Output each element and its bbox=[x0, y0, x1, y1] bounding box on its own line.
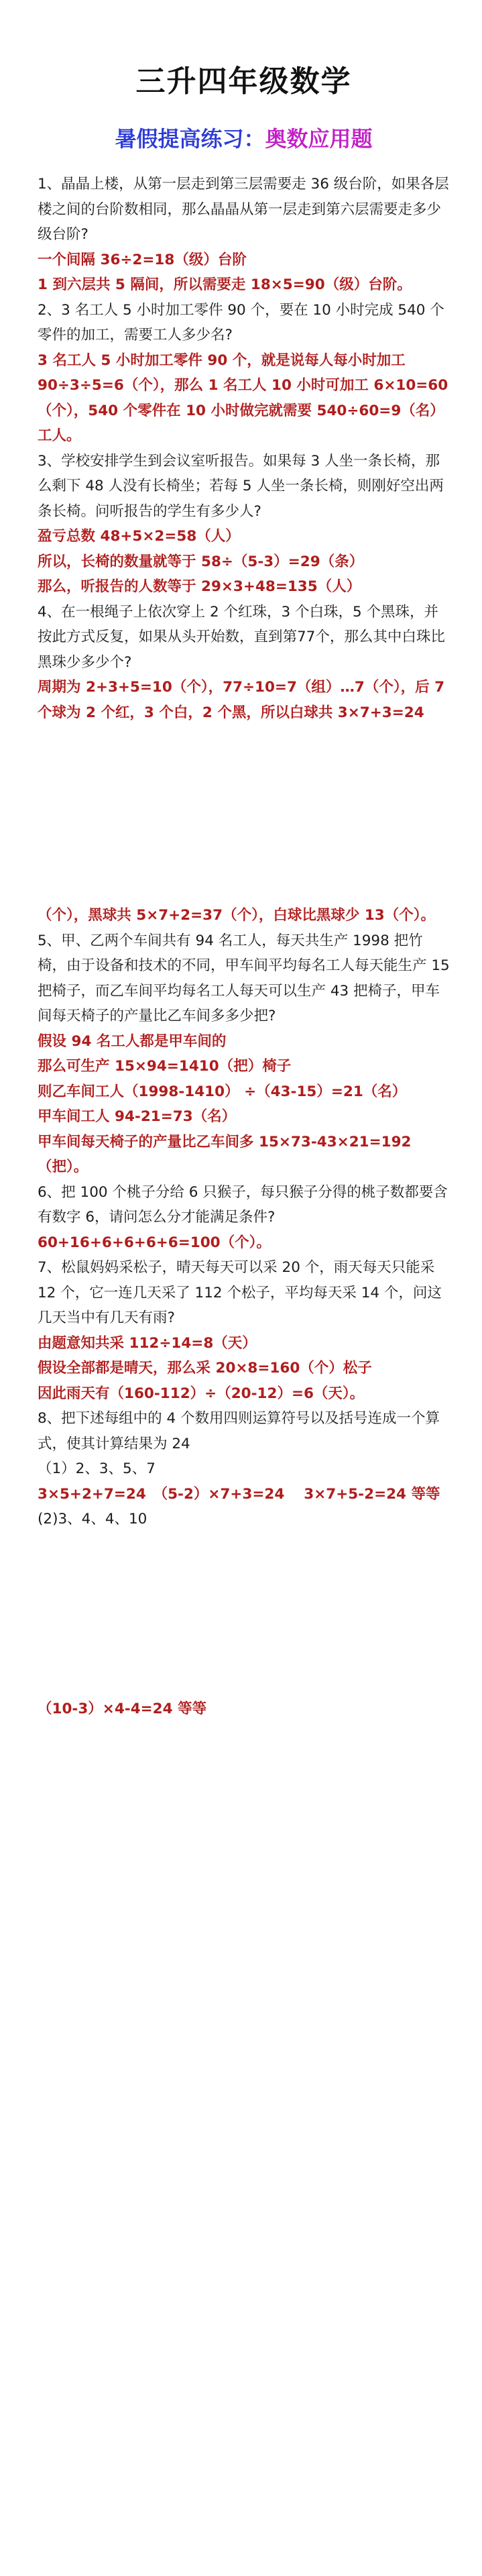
blank-spacer bbox=[38, 725, 450, 903]
answer-line: 1 到六层共 5 隔间，所以需要走 18×5=90（级）台阶。 bbox=[38, 276, 412, 293]
problem-list bbox=[38, 172, 450, 1721]
question-text: 4、在一根绳子上依次穿上 2 个红珠，3 个白珠，5 个黑珠，并按此方式反复，如果从头开始数，直到第77个，那么其中白珠比黑珠少多少个? bbox=[38, 603, 445, 671]
answer-line: 3×5+2+7=24 （5-2）×7+3=24 3×7+5-2=24 等等 bbox=[38, 1485, 440, 1503]
answer-line: 盈亏总数 48+5×2=58（人） bbox=[38, 528, 240, 545]
answer-line: （个），黑球共 5×7+2=37（个），白球比黑球少 13（个）。 bbox=[38, 907, 435, 924]
answer-line: 一个间隔 36÷2=18（级）台阶 bbox=[38, 251, 247, 268]
answer-line: 由题意知共采 112÷14=8（天） bbox=[38, 1334, 257, 1352]
answer-line: 则乙车间工人（1998-1410） ÷（43-15）=21（名） bbox=[38, 1083, 407, 1100]
page-subtitle bbox=[38, 122, 450, 156]
question-text: (2)3、4、4、10 bbox=[38, 1511, 147, 1527]
question-text: 6、把 100 个桃子分给 6 只猴子，每只猴子分得的桃子数都要含有数字 6，请问怎么分才能满足条件? bbox=[38, 1183, 448, 1226]
page-title: 三升四年级数学 bbox=[135, 64, 352, 99]
question-text: （1）2、3、5、7 bbox=[38, 1460, 156, 1477]
answer-line: 所以，长椅的数量就等于 58÷（5-3）=29（条） bbox=[38, 553, 364, 570]
subtitle-part-1: 暑假提高练习： bbox=[115, 126, 265, 152]
answer-line: 假设 94 名工人都是甲车间的 bbox=[38, 1032, 227, 1050]
question-text: 5、甲、乙两个车间共有 94 名工人，每天共生产 1998 把竹椅，由于设备和技术的不同，甲车间平均每名工人每天能生产 15 把椅子，而乙车间平均每名工人每天可以生产 43 把椅子，甲车间每天椅子的产量比乙车间多多少把? bbox=[38, 932, 450, 1024]
question-text: 1、晶晶上楼，从第一层走到第三层需要走 36 级台阶，如果各层楼之间的台阶数相同，那么晶晶从第一层走到第六层需要走多少级台阶? bbox=[38, 176, 449, 243]
question-text: 8、把下述每组中的 4 个数用四则运算符号以及括号连成一个算式，使其计算结果为 24 bbox=[38, 1410, 440, 1452]
answer-line: 因此雨天有（160-112）÷（20-12）=6（天）。 bbox=[38, 1385, 365, 1402]
question-text: 2、3 名工人 5 小时加工零件 90 个，要在 10 小时完成 540 个零件的加工，需要工人多少名? bbox=[38, 301, 444, 343]
answer-line: 那么可生产 15×94=1410（把）椅子 bbox=[38, 1058, 292, 1075]
answer-line: 3 名工人 5 小时加工零件 90 个，就是说每人每小时加工 90÷3÷5=6（个），那么 1 名工人 10 小时可加工 6×10=60（个），540 个零件在 10 小时做完就需要 540÷60=9（名）工人。 bbox=[38, 352, 448, 444]
subtitle-part-2: 奥数应用题 bbox=[265, 126, 373, 152]
answer-line: 甲车间工人 94-21=73（名） bbox=[38, 1108, 237, 1125]
question-text: 7、松鼠妈妈采松子，晴天每天可以采 20 个，雨天每天只能采 12 个，它一连几天采了 112 个松子，平均每天采 14 个，问这几天当中有几天有雨? bbox=[38, 1259, 442, 1326]
answer-line: 甲车间每天椅子的产量比乙车间多 15×73-43×21=192（把）。 bbox=[38, 1133, 412, 1175]
answer-line: 周期为 2+3+5=10（个），77÷10=7（组）…7（个），后 7 个球为 2 个红，3 个白，2 个黑，所以白球共 3×7+3=24 bbox=[38, 679, 445, 721]
question-text: 3、学校安排学生到会议室听报告。如果每 3 人坐一条长椅，那么剩下 48 人没有长椅坐；若每 5 人坐一条长椅，则刚好空出两条长椅。问听报告的学生有多少人? bbox=[38, 452, 444, 520]
answer-line: 假设全部都是晴天，那么采 20×8=160（个）松子 bbox=[38, 1360, 372, 1377]
answer-line: 那么，听报告的人数等于 29×3+48=135（人） bbox=[38, 578, 361, 595]
answer-line: 60+16+6+6+6+6=100（个）。 bbox=[38, 1234, 271, 1251]
answer-line: （10-3）×4-4=24 等等 bbox=[38, 1700, 207, 1717]
blank-spacer bbox=[38, 1532, 450, 1697]
